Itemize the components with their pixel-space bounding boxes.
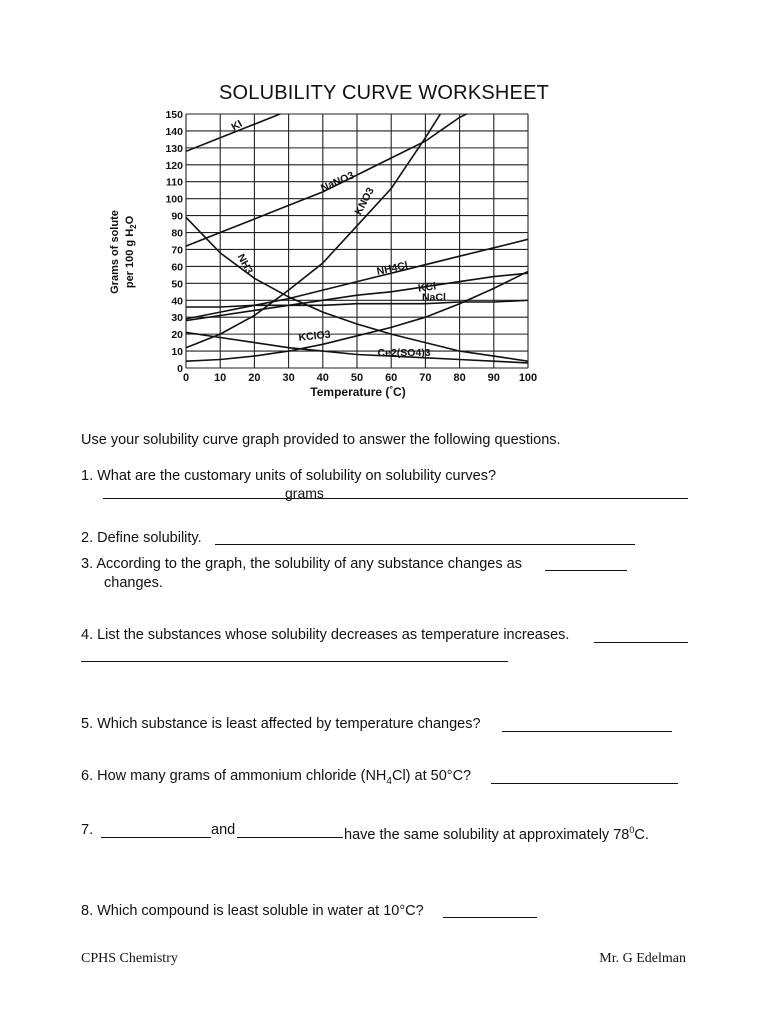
question-7: have the same solubility at approximately $78^0C$.: [344, 825, 649, 843]
x-tick-label: 50: [350, 372, 364, 384]
answer-4-line-b[interactable]: [81, 647, 508, 662]
answer-1-text: grams: [285, 485, 324, 501]
y-tick-label: 80: [171, 227, 183, 240]
question-1: 1. What are the customary units of solubility on solubility curves?: [81, 468, 497, 484]
x-tick-label: 40: [316, 372, 329, 384]
y-tick-label: 10: [171, 346, 183, 359]
y-tick-label: 0: [177, 363, 183, 375]
question-7-and: and: [211, 822, 236, 838]
intro-text: Use your solubility curve graph provided to answer the following questions.: [81, 432, 561, 448]
chart-xlabel: Temperature (°C): [310, 384, 406, 399]
y-tick-label: 120: [165, 159, 183, 172]
y-tick-label: 20: [171, 329, 183, 342]
question-7-number: 7.: [81, 822, 94, 838]
question-4: 4. List the substances whose solubility decreases as temperature increases.: [81, 627, 570, 643]
y-tick-label: 110: [166, 176, 183, 189]
answer-6-line[interactable]: [491, 769, 678, 784]
answer-4-line-a[interactable]: [594, 628, 688, 643]
chart-ylabel: [109, 210, 121, 294]
y-tick-label: 60: [171, 261, 183, 274]
x-tick-label: 100: [518, 372, 538, 384]
footer-left: CPHS Chemistry: [81, 951, 178, 966]
curve-label-nh3: NH3: [234, 252, 256, 277]
question-6: 6. How many grams of ammonium chloride $(NH_4Cl)$ at 50°C?: [81, 768, 472, 787]
curve-label-nacl: NaCl: [421, 291, 446, 304]
y-tick-label: 140: [165, 125, 183, 138]
x-tick-label: 10: [214, 372, 227, 384]
curve-label-nh4cl: NH4Cl: [375, 259, 409, 278]
answer-3-line[interactable]: [545, 556, 627, 571]
curve-label-kno3: KNO3: [352, 185, 377, 218]
curve-label-nano3: NaNO3: [319, 169, 357, 195]
answer-2-line[interactable]: [215, 530, 635, 545]
y-tick-label: 40: [171, 295, 183, 308]
y-tick-label: 90: [171, 210, 183, 223]
curve-label-ce2so43: Ce2(SO4)3: [377, 347, 431, 360]
curve-label-ki: KI: [229, 117, 245, 134]
question-5: 5. Which substance is least affected by temperature changes?: [81, 716, 481, 732]
answer-8-line[interactable]: [443, 903, 537, 918]
footer-right: Mr. G Edelman: [599, 951, 686, 966]
answer-5-line[interactable]: [502, 717, 672, 732]
y-tick-label: 50: [171, 278, 183, 291]
answer-7-line-a[interactable]: [101, 823, 211, 838]
y-tick-label: 30: [171, 312, 183, 325]
solubility-chart: [100, 104, 560, 404]
chart-ylabel-line1: Grams of solute: [109, 210, 121, 294]
x-tick-label: 60: [385, 372, 398, 384]
chart-ylabel-2: per 100 g $H_2O$: [124, 215, 138, 289]
question-2: 2. Define solubility.: [81, 530, 202, 546]
question-8: 8. Which compound is least soluble in water at 10°C?: [81, 903, 424, 919]
chart-ticks: [165, 109, 537, 384]
answer-7-line-b[interactable]: [237, 823, 343, 838]
x-tick-label: 0: [182, 372, 190, 384]
y-tick-label: 150: [165, 109, 183, 121]
x-tick-label: 30: [282, 372, 295, 384]
answer-1-line[interactable]: [103, 484, 688, 499]
x-tick-label: 20: [248, 372, 261, 384]
x-tick-label: 70: [419, 372, 432, 384]
y-tick-label: 70: [171, 244, 183, 257]
y-tick-label: 100: [165, 193, 183, 206]
curve-label-kcl: KCl: [417, 280, 437, 295]
y-tick-label: 130: [165, 142, 183, 155]
question-3-cont: changes.: [104, 575, 163, 591]
x-tick-label: 80: [453, 372, 466, 384]
chart-grid: [186, 114, 528, 368]
question-3: 3. According to the graph, the solubility of any substance changes as: [81, 556, 522, 572]
x-tick-label: 90: [487, 372, 500, 384]
curve-label-kclo3: KClO3: [297, 328, 332, 344]
page-title: SOLUBILITY CURVE WORKSHEET: [218, 82, 550, 104]
